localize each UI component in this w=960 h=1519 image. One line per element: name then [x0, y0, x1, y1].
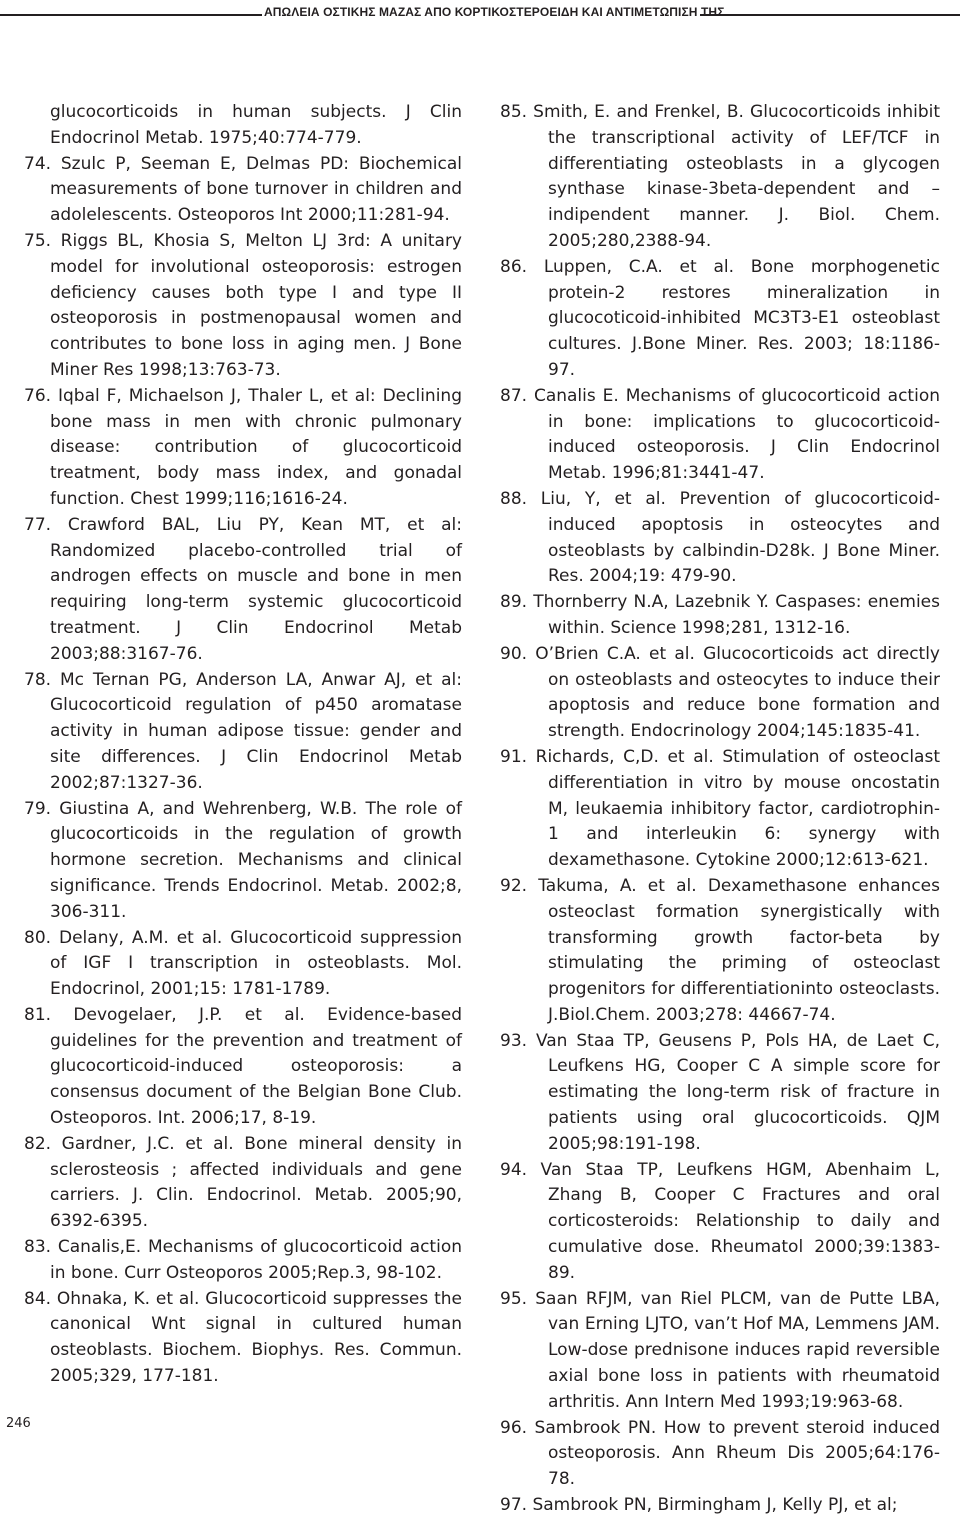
reference-88: 88. Liu, Y, et al. Prevention of glucocorticoid-induced apoptosis in osteocytes and osteoblasts by calbindin-D28k. J Bone Miner. Res. 2004;19: 479-90. [500, 488, 940, 587]
reference-84: 84. Ohnaka, K. et al. Glucocorticoid suppresses the canonical Wnt signal in cultured human osteoblasts. Biochem. Biophys. Res. Commun. 2005;329, 177-181. [24, 1288, 462, 1387]
page-number: 246 [6, 1416, 31, 1431]
reference-94: 94. Van Staa TP, Leufkens HGM, Abenhaim L, Zhang B, Cooper C Fractures and oral corticosteroids: Relationship to daily and cumulative dose. Rheumatol 2000;39:1383-89. [500, 1159, 940, 1283]
reference-90: 90. O’Brien C.A. et al. Glucocorticoids act directly on osteoblasts and osteocytes to induce their apoptosis and reduce bone formation and strength. Endocrinology 2004;145:1835-41. [500, 643, 940, 742]
reference-95: 95. Saan RFJM, van Riel PLCM, van de Putte LBA, van Erning LJTO, van’t Hof MA, Lemmens JAM. Low-dose prednisone induces rapid reversible axial bone loss in patients with rheumatoid arthritis. Ann Intern Med 1993;19:963-68. [500, 1288, 940, 1412]
reference-81: 81. Devogelaer, J.P. et al. Evidence-based guidelines for the prevention and treatment of glucocorticoid-induced osteoporosis: a consensus document of the Belgian Bone Club. Osteoporos. Int. 2006;17, 8-19. [24, 1004, 462, 1129]
reference-78: 78. Mc Ternan PG, Anderson LA, Anwar AJ, et al: Glucocorticoid regulation of p450 aromatase activity in human adipose tissue: gender and site differences. J Clin Endocrinol Metab 2002;87:1327-36. [24, 669, 462, 793]
reference-97: 97. Sambrook PN, Birmingham J, Kelly PJ, et al; [500, 1495, 898, 1516]
right-reference-column [500, 100, 940, 1519]
reference-73-continued: glucocorticoids in human subjects. J Clin Endocrinol Metab. 1975;40:774-779. [50, 102, 462, 148]
reference-85: 85. Smith, E. and Frenkel, B. Glucocorticoids inhibit the transcriptional activity of LEF/TCF in differentiating osteoblasts in a glycogen synthase kinase-3beta-dependent and –indipendent manner. J. Biol. Chem. 2005;280,2388-94. [500, 102, 940, 251]
reference-79: 79. Giustina A, and Wehrenberg, W.B. The role of glucocorticoids in the regulation of growth hormone secretion. Mechanisms and clinical significance. Trends Endocrinol. Metab. 2002;8, 306-311. [24, 798, 462, 922]
reference-89: 89. Thornberry N.A, Lazebnik Y. Caspases: enemies within. Science 1998;281, 1312-16. [500, 592, 940, 638]
reference-93: 93. Van Staa TP, Geusens P, Pols HA, de Laet C, Leufkens HG, Cooper C A simple score for estimating the long-term risk of fracture in patients using oral glucocorticoids. QJM 2005;98:191-198. [500, 1030, 940, 1154]
reference-92: 92. Takuma, A. et al. Dexamethasone enhances osteoclast formation synergistically with transforming growth factor-beta by stimulating the priming of osteoclast progenitors for differentiationinto osteoclasts. J.Biol.Chem. 2003;278: 44667-74. [500, 875, 940, 1025]
reference-91: 91. Richards, C,D. et al. Stimulation of osteoclast differentiation in vitro by mouse oncostatin M, leukaemia inhibitory factor, cardiotrophin-1 and interleukin 6: synergy with dexamethasone. Cytokine 2000;12:613-621. [500, 746, 940, 871]
reference-76: 76. Iqbal F, Michaelson J, Thaler L, et al: Declining bone mass in men with chronic pulmonary disease: contribution of glucocorticoid treatment, body mass index, and gonadal function. Chest 1999;116;1616-24. [24, 385, 462, 509]
reference-77: 77. Crawford BAL, Liu PY, Kean MT, et al: Randomized placebo-controlled trial of androgen effects on muscle and bone in men requiring long-term systemic glucocorticoid treatment. J Clin Endocrinol Metab 2003;88:3167-76. [24, 514, 462, 664]
header-rule-right [700, 14, 960, 16]
reference-74: 74. Szulc P, Seeman E, Delmas PD: Biochemical measurements of bone turnover in children and adolelescents. Osteoporos Int 2000;11:281-94. [24, 153, 462, 226]
reference-86: 86. Luppen, C.A. et al. Bone morphogenetic protein-2 restores mineralization in glucocoticoid-inhibited MC3T3-E1 osteoblast cultures. J.Bone Miner. Res. 2003; 18:1186-97. [500, 256, 940, 380]
running-head [0, 0, 960, 40]
reference-83: 83. Canalis,E. Mechanisms of glucocorticoid action in bone. Curr Osteoporos 2005;Rep.3, 98-102. [24, 1237, 462, 1283]
reference-82: 82. Gardner, J.C. et al. Bone mineral density in sclerosteosis ; affected individuals and gene carriers. J. Clin. Endocrinol. Metab. 2005;90, 6392-6395. [24, 1133, 462, 1232]
reference-80: 80. Delany, A.M. et al. Glucocorticoid suppression of IGF I transcription in osteoblasts. Mol. Endocrinol, 2001;15: 1781-1789. [24, 927, 462, 1000]
reference-96: 96. Sambrook PN. How to prevent steroid induced osteoporosis. Ann Rheum Dis 2005;64:176-78. [500, 1417, 940, 1490]
reference-87: 87. Canalis E. Mechanisms of glucocorticoid action in bone: implications to glucocorticoid-induced osteoporosis. J Clin Endocrinol Metab. 1996;81:3441-47. [500, 385, 940, 484]
header-rule-left [0, 14, 262, 16]
running-head-title: ΑΠΩΛΕΙΑ ΟΣΤΙΚΗΣ ΜΑΖΑΣ ΑΠΟ ΚΟΡΤΙΚΟΣΤΕΡΟΕΙΔΗ ΚΑΙ ΑΝΤΙΜΕΤΩΠΙΣΗ ΤΗΣ [264, 5, 725, 19]
reference-75: 75. Riggs BL, Khosia S, Melton LJ 3rd: A unitary model for involutional osteoporosis: estrogen deficiency causes both type I and type II osteoporosis in postmenopausal women and contributes to bone loss in aging men. J Bone Miner Res 1998;13:763-73. [24, 230, 462, 380]
left-reference-column [24, 100, 462, 1390]
